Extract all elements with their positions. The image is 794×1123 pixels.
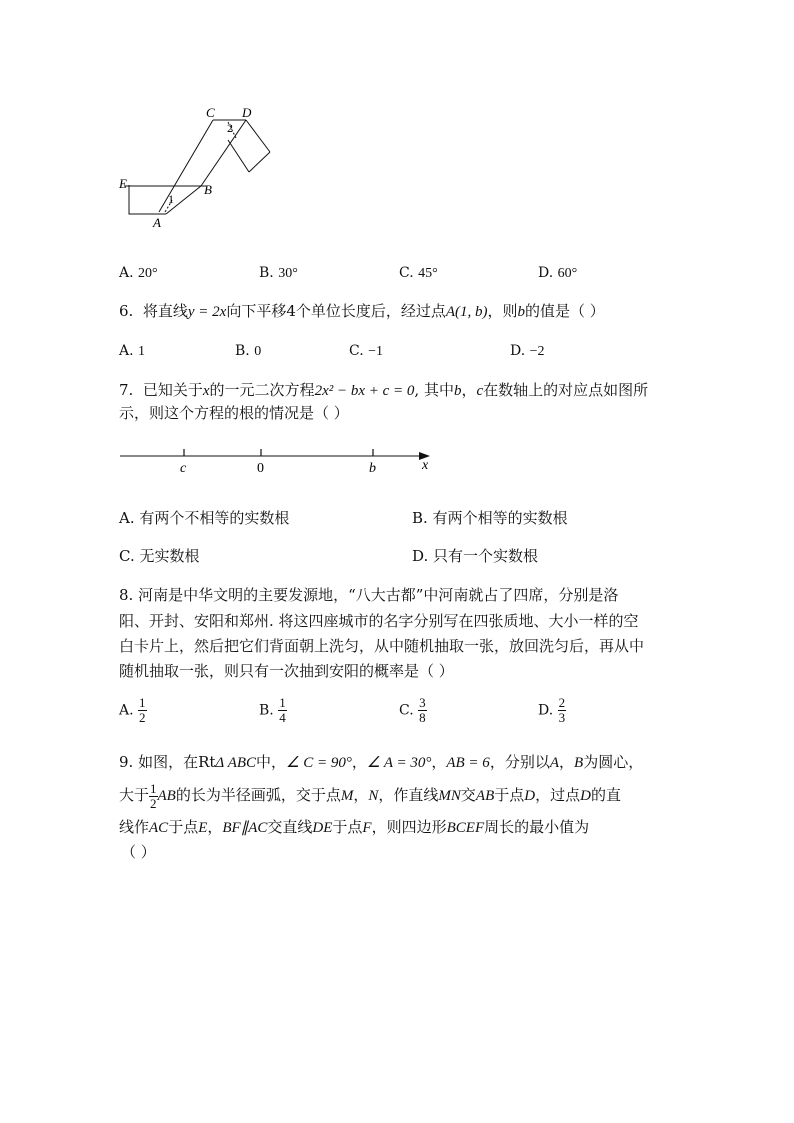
q9-stem-line3: 线作AC于点E，BF∥AC交直线DE于点F，则四边形BCEF周长的最小值为 [119, 818, 590, 836]
q7-option-b: B. 有两个相等的实数根 [412, 509, 568, 527]
q8-stem-line4: 随机抽取一张，则只有一次抽到安阳的概率是（ ） [119, 662, 454, 680]
number-line-figure [116, 440, 436, 480]
axis-label-c: c [180, 461, 187, 476]
folded-strip-figure [110, 100, 290, 235]
label-B: B [204, 182, 212, 197]
q6-option-d: D. −2 [510, 343, 545, 359]
axis-label-x: x [422, 458, 429, 473]
q9-stem-line1: 9. 如图，在RtΔ ABC中，∠ C = 90°，∠ A = 30°，AB = 6，分别以A，B为圆心， [119, 753, 644, 771]
q6-stem: 6. 将直线y = 2x向下平移4个单位长度后，经过点A(1, b)，则b的值是（ ） [119, 302, 605, 320]
q6-option-a: A. 1 [119, 343, 146, 359]
q8-option-d: D. $\frac{2}{3}$ [538, 695, 566, 725]
q6-option-b: B. 0 [235, 343, 262, 359]
q8-option-c: C. $\frac{3}{8}$ [399, 695, 426, 725]
q5-option-b: B. 30° [259, 265, 298, 281]
q8-stem-line3: 白卡片上，然后把它们背面朝上洗匀，从中随机抽取一张，放回洗匀后，再从中 [119, 637, 645, 655]
q7-stem-line1: 7. 已知关于x的一元二次方程2x² − bx + c = 0, 其中b，c在数轴上的对应点如图所 [119, 381, 649, 399]
label-angle2: 2 [227, 121, 233, 135]
axis-label-b: b [369, 461, 376, 476]
q6-option-c: C. −1 [349, 343, 384, 359]
q9-stem-line2: 大于 $\frac{1}{2}$ AB的长为半径画弧，交于点M，N，作直线MN交AB于点D，过点D的直 [119, 780, 621, 811]
label-angle1: 1 [168, 192, 174, 206]
q8-option-a: A. $\frac{1}{2}$ [119, 695, 146, 725]
label-D: D [242, 105, 252, 120]
q7-stem-line2: 示，则这个方程的根的情况是（ ） [119, 404, 349, 422]
q8-stem-line1: 8. 河南是中华文明的主要发源地，“八大古都”中河南就占了四席，分别是洛 [119, 586, 619, 604]
q5-option-d: D. 60° [538, 265, 578, 281]
q8-option-b: B. $\frac{1}{4}$ [259, 695, 286, 725]
label-A: A [153, 215, 161, 230]
q9-answer-paren: （ ） [121, 843, 156, 861]
label-C: C [206, 105, 215, 120]
half-fraction: $\frac{1}{2}$ [150, 780, 157, 811]
q7-option-c: C. 无实数根 [119, 547, 200, 565]
label-E: E [119, 176, 127, 191]
q8-stem-line2: 阳、开封、安阳和郑州. 将这四座城市的名字分别写在四张质地、大小一样的空 [119, 612, 639, 630]
q5-option-a: A. 20° [119, 265, 158, 281]
q7-option-a: A. 有两个不相等的实数根 [119, 509, 290, 527]
q5-option-c: C. 45° [399, 265, 438, 281]
axis-label-zero: 0 [257, 461, 264, 476]
q7-option-d: D. 只有一个实数根 [412, 547, 539, 565]
